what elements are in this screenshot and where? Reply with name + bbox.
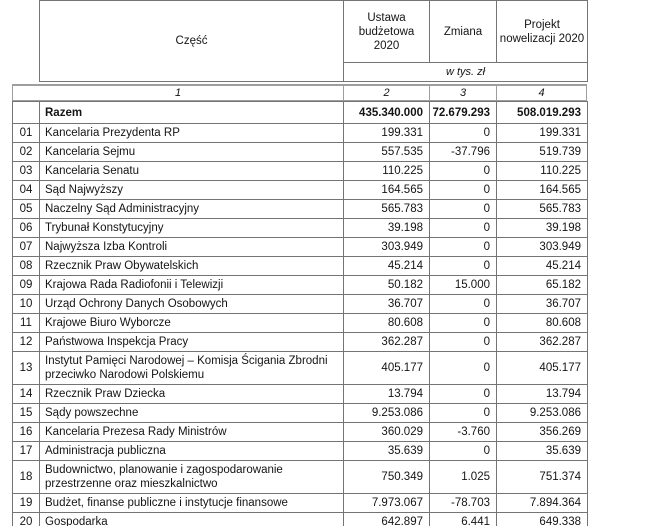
table-row xyxy=(13,238,588,257)
header-budget-act: Ustawa budżetowa 2020 xyxy=(344,1,430,63)
row-amendment: 9.253.086 xyxy=(497,404,588,423)
row-name: Administracja publiczna xyxy=(40,442,344,461)
row-name: Krajowe Biuro Wyborcze xyxy=(40,314,344,333)
row-change: 0 xyxy=(430,181,497,200)
row-number: 08 xyxy=(13,257,40,276)
row-change: 1.025 xyxy=(430,461,497,494)
row-amendment: 519.739 xyxy=(497,143,588,162)
row-budget-act: 750.349 xyxy=(344,461,430,494)
row-name: Gospodarka xyxy=(40,513,344,526)
row-budget-act: 642.897 xyxy=(344,513,430,526)
row-change: 0 xyxy=(430,124,497,143)
row-number: 10 xyxy=(13,295,40,314)
table-row xyxy=(13,143,588,162)
row-amendment: 35.639 xyxy=(497,442,588,461)
row-amendment: 356.269 xyxy=(497,423,588,442)
row-name: Kancelaria Prezesa Rady Ministrów xyxy=(40,423,344,442)
table-row xyxy=(13,333,588,352)
row-budget-act: 199.331 xyxy=(344,124,430,143)
row-budget-act: 164.565 xyxy=(344,181,430,200)
total-budget-act: 435.340.000 xyxy=(344,102,430,124)
row-number: 14 xyxy=(13,385,40,404)
row-name: Budownictwo, planowanie i zagospodarowanie przestrzenne oraz mieszkalnictwo xyxy=(40,461,344,494)
row-budget-act: 405.177 xyxy=(344,352,430,385)
row-budget-act: 360.029 xyxy=(344,423,430,442)
row-amendment: 13.794 xyxy=(497,385,588,404)
total-label: Razem xyxy=(40,102,344,124)
row-change: 0 xyxy=(430,162,497,181)
row-budget-act: 35.639 xyxy=(344,442,430,461)
row-number: 09 xyxy=(13,276,40,295)
row-name: Krajowa Rada Radiofonii i Telewizji xyxy=(40,276,344,295)
row-number: 16 xyxy=(13,423,40,442)
row-budget-act: 7.973.067 xyxy=(344,494,430,513)
row-amendment: 80.608 xyxy=(497,314,588,333)
row-change: -3.760 xyxy=(430,423,497,442)
table-row xyxy=(13,257,588,276)
header-amendment: Projekt nowelizacji 2020 xyxy=(497,1,588,63)
table-row xyxy=(13,314,588,333)
header-change: Zmiana xyxy=(430,1,497,63)
row-name: Najwyższa Izba Kontroli xyxy=(40,238,344,257)
row-name: Państwowa Inspekcja Pracy xyxy=(40,333,344,352)
row-number: 20 xyxy=(13,513,40,526)
row-budget-act: 50.182 xyxy=(344,276,430,295)
row-budget-act: 9.253.086 xyxy=(344,404,430,423)
row-budget-act: 39.198 xyxy=(344,219,430,238)
table-header xyxy=(39,0,588,82)
row-budget-act: 110.225 xyxy=(344,162,430,181)
row-change: 0 xyxy=(430,385,497,404)
col-num-4: 4 xyxy=(496,86,587,100)
row-budget-act: 45.214 xyxy=(344,257,430,276)
table-row xyxy=(13,162,588,181)
row-amendment: 303.949 xyxy=(497,238,588,257)
row-number: 05 xyxy=(13,200,40,219)
col-num-1: 1 xyxy=(12,86,343,100)
row-change: 0 xyxy=(430,404,497,423)
row-name: Sąd Najwyższy xyxy=(40,181,344,200)
row-amendment: 199.331 xyxy=(497,124,588,143)
table-row xyxy=(13,385,588,404)
total-amendment: 508.019.293 xyxy=(497,102,588,124)
total-change: 72.679.293 xyxy=(430,102,497,124)
row-change: 15.000 xyxy=(430,276,497,295)
row-change: 0 xyxy=(430,257,497,276)
row-name: Kancelaria Sejmu xyxy=(40,143,344,162)
row-number: 12 xyxy=(13,333,40,352)
row-amendment: 65.182 xyxy=(497,276,588,295)
col-num-2: 2 xyxy=(343,86,429,100)
row-budget-act: 80.608 xyxy=(344,314,430,333)
unit-note: w tys. zł xyxy=(344,63,588,82)
row-change: 0 xyxy=(430,314,497,333)
row-amendment: 39.198 xyxy=(497,219,588,238)
row-amendment: 110.225 xyxy=(497,162,588,181)
col-num-3: 3 xyxy=(429,86,496,100)
table-row xyxy=(13,200,588,219)
row-number: 03 xyxy=(13,162,40,181)
row-change: 0 xyxy=(430,219,497,238)
table-row xyxy=(13,461,588,494)
row-number: 19 xyxy=(13,494,40,513)
header-part: Część xyxy=(40,1,344,82)
row-budget-act: 36.707 xyxy=(344,295,430,314)
row-number: 15 xyxy=(13,404,40,423)
row-budget-act: 557.535 xyxy=(344,143,430,162)
table-row xyxy=(13,442,588,461)
row-number: 11 xyxy=(13,314,40,333)
table-row xyxy=(13,124,588,143)
row-name: Kancelaria Senatu xyxy=(40,162,344,181)
row-change: 0 xyxy=(430,238,497,257)
row-name: Rzecznik Praw Obywatelskich xyxy=(40,257,344,276)
row-name: Rzecznik Praw Dziecka xyxy=(40,385,344,404)
row-amendment: 405.177 xyxy=(497,352,588,385)
table-row xyxy=(13,276,588,295)
row-amendment: 362.287 xyxy=(497,333,588,352)
row-change: 0 xyxy=(430,442,497,461)
total-row xyxy=(13,102,588,124)
row-change: 0 xyxy=(430,200,497,219)
row-change: -37.796 xyxy=(430,143,497,162)
row-number: 18 xyxy=(13,461,40,494)
row-change: 0 xyxy=(430,352,497,385)
row-number: 07 xyxy=(13,238,40,257)
row-amendment: 45.214 xyxy=(497,257,588,276)
row-amendment: 565.783 xyxy=(497,200,588,219)
row-name: Budżet, finanse publiczne i instytucje finansowe xyxy=(40,494,344,513)
row-amendment: 7.894.364 xyxy=(497,494,588,513)
row-change: -78.703 xyxy=(430,494,497,513)
table-row xyxy=(13,513,588,526)
row-change: 6.441 xyxy=(430,513,497,526)
table-row xyxy=(13,295,588,314)
row-number: 17 xyxy=(13,442,40,461)
row-budget-act: 303.949 xyxy=(344,238,430,257)
row-change: 0 xyxy=(430,295,497,314)
row-number: 13 xyxy=(13,352,40,385)
budget-table xyxy=(12,101,588,526)
table-row xyxy=(13,219,588,238)
table-row xyxy=(13,352,588,385)
row-number: 01 xyxy=(13,124,40,143)
table-row xyxy=(13,404,588,423)
row-name: Trybunał Konstytucyjny xyxy=(40,219,344,238)
row-name: Instytut Pamięci Narodowej – Komisja Ścigania Zbrodni przeciwko Narodowi Polskiemu xyxy=(40,352,344,385)
row-number: 02 xyxy=(13,143,40,162)
row-number: 06 xyxy=(13,219,40,238)
row-budget-act: 565.783 xyxy=(344,200,430,219)
row-amendment: 164.565 xyxy=(497,181,588,200)
table-row xyxy=(13,423,588,442)
total-row-number-cell xyxy=(13,102,40,124)
row-name: Naczelny Sąd Administracyjny xyxy=(40,200,344,219)
row-amendment: 36.707 xyxy=(497,295,588,314)
row-amendment: 751.374 xyxy=(497,461,588,494)
column-number-strip xyxy=(12,84,587,102)
row-budget-act: 13.794 xyxy=(344,385,430,404)
table-row xyxy=(13,494,588,513)
row-name: Kancelaria Prezydenta RP xyxy=(40,124,344,143)
row-change: 0 xyxy=(430,333,497,352)
row-number: 04 xyxy=(13,181,40,200)
row-name: Sądy powszechne xyxy=(40,404,344,423)
table-row xyxy=(13,181,588,200)
row-amendment: 649.338 xyxy=(497,513,588,526)
row-name: Urząd Ochrony Danych Osobowych xyxy=(40,295,344,314)
row-budget-act: 362.287 xyxy=(344,333,430,352)
